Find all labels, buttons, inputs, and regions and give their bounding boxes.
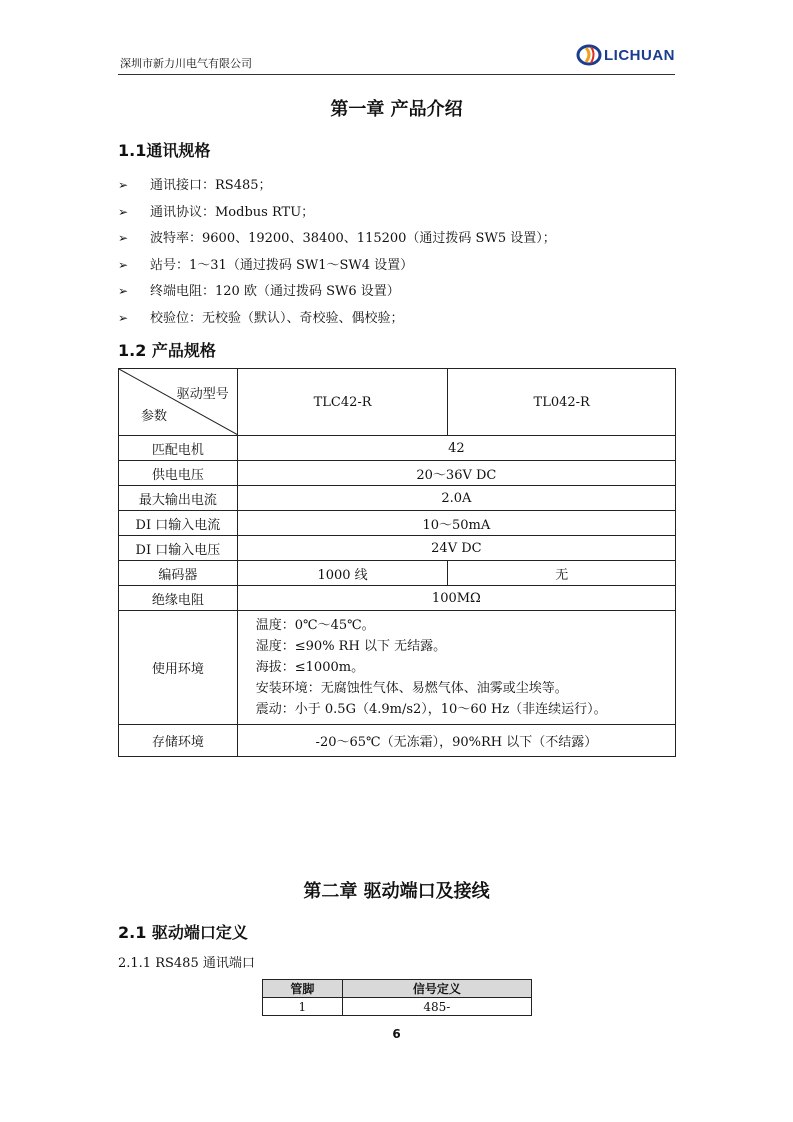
- table-row: [119, 461, 676, 486]
- column-header: 信号定义: [342, 980, 531, 998]
- list-item: ➢ 站号：1～31（通过拨码 SW1～SW4 设置）: [118, 252, 556, 279]
- corner-param-label: 参数: [141, 409, 168, 424]
- corner-model-label: 驱动型号: [176, 387, 229, 402]
- row-value: 1000 线: [237, 561, 448, 586]
- row-value: 10～50mA: [237, 511, 675, 536]
- model-header: TL042-R: [448, 369, 676, 436]
- rs485-pin-table: [262, 979, 532, 1016]
- arrow-bullet-icon: ➢: [118, 257, 129, 272]
- table-header-row: [119, 369, 676, 436]
- company-name: 深圳市新力川电气有限公司: [120, 57, 252, 70]
- env-line: 震动：小于 0.5G（4.9m/s2），10～60 Hz（非连续运行）。: [255, 702, 607, 717]
- row-label: 最大输出电流: [119, 486, 238, 511]
- env-line: 海拔：≤1000m。: [255, 660, 365, 675]
- lichuan-logo-icon: [576, 42, 602, 68]
- chapter2-title: 第二章 驱动端口及接线: [303, 881, 490, 902]
- diagonal-divider: [119, 369, 238, 435]
- page-number: 6: [392, 1027, 401, 1041]
- table-row: [119, 511, 676, 536]
- pin-signal: 485-: [342, 998, 531, 1016]
- row-value: 100MΩ: [237, 586, 675, 611]
- table-row: [119, 586, 676, 611]
- chapter1-title: 第一章 产品介绍: [330, 99, 463, 120]
- page-header: [118, 40, 675, 75]
- row-label: 供电电压: [119, 461, 238, 486]
- table-row: [119, 536, 676, 561]
- company-logo: [576, 40, 675, 70]
- table-row: [119, 436, 676, 461]
- arrow-bullet-icon: ➢: [118, 284, 129, 299]
- subsection-2-1-1-title: 2.1.1 RS485 通讯端口: [118, 956, 255, 971]
- list-item: ➢ 校验位：无校验（默认）、奇校验、偶校验；: [118, 305, 556, 332]
- arrow-bullet-icon: ➢: [118, 310, 129, 325]
- section-1-1-title: 1.1通讯规格: [118, 141, 211, 160]
- list-item: ➢ 波特率：9600、19200、38400、115200（通过拨码 SW5 设置）；: [118, 225, 556, 252]
- env-line: 湿度：≤90% RH 以下 无结露。: [255, 639, 447, 654]
- env-line: 安装环境：无腐蚀性气体、易燃气体、油雾或尘埃等。: [255, 681, 568, 696]
- table-row: [119, 561, 676, 586]
- section-2-1-title: 2.1 驱动端口定义: [118, 923, 248, 942]
- row-label: DI 口输入电流: [119, 511, 238, 536]
- table-row: [119, 725, 676, 757]
- section-1-2-title: 1.2 产品规格: [118, 341, 216, 360]
- logo-text: LICHUAN: [604, 46, 675, 64]
- table-row: [119, 486, 676, 511]
- column-header: 管脚: [263, 980, 343, 998]
- corner-header-cell: [119, 369, 238, 436]
- pin-number: 1: [263, 998, 343, 1016]
- arrow-bullet-icon: ➢: [118, 204, 129, 219]
- list-item: ➢ 终端电阻：120 欧（通过拨码 SW6 设置）: [118, 278, 556, 305]
- row-label: 编码器: [119, 561, 238, 586]
- row-label: 匹配电机: [119, 436, 238, 461]
- row-value: 无: [448, 561, 676, 586]
- arrow-bullet-icon: ➢: [118, 178, 129, 192]
- environment-cell: [237, 611, 675, 725]
- row-value: 2.0A: [237, 486, 675, 511]
- row-value: -20～65℃（无冻霜），90%RH 以下（不结露）: [237, 725, 675, 757]
- comm-spec-list: [118, 172, 556, 332]
- row-label: 存储环境: [119, 725, 238, 757]
- model-header: TLC42-R: [237, 369, 448, 436]
- row-value: 42: [237, 436, 675, 461]
- row-value: 24V DC: [237, 536, 675, 561]
- table-header-row: [263, 980, 532, 998]
- row-label: 绝缘电阻: [119, 586, 238, 611]
- table-row: [119, 611, 676, 725]
- row-value: 20～36V DC: [237, 461, 675, 486]
- env-line: 温度：0℃～45℃。: [255, 618, 375, 633]
- arrow-bullet-icon: ➢: [118, 231, 129, 246]
- table-row: [263, 998, 532, 1016]
- product-spec-table: [118, 368, 676, 757]
- row-label: 使用环境: [119, 611, 238, 725]
- list-item: ➢ 通讯协议：Modbus RTU；: [118, 199, 556, 226]
- row-label: DI 口输入电压: [119, 536, 238, 561]
- list-item: ➢ 通讯接口：RS485；: [118, 172, 556, 199]
